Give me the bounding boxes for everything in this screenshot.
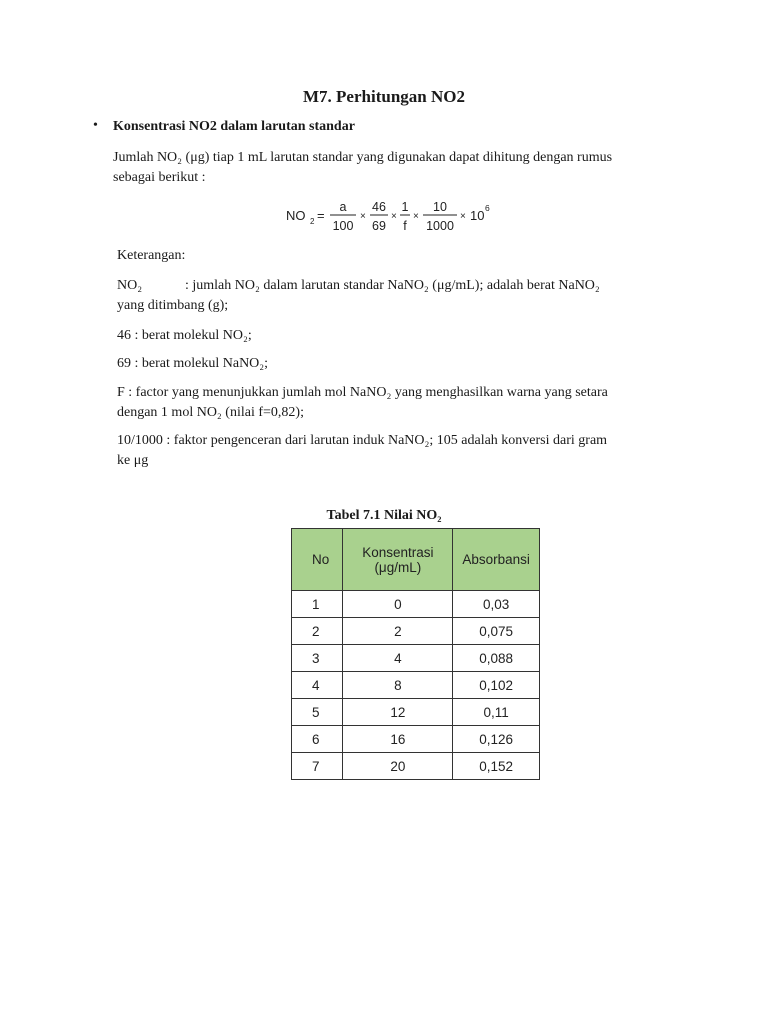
note-no2-line1: : jumlah NO₂ dalam larutan standar NaNO₂ (μg/mL); adalah berat NaNO₂ [185, 278, 600, 293]
note-no2-line2: yang ditimbang (g); [117, 298, 229, 313]
page-title: M7. Perhitungan NO2 [303, 87, 465, 106]
no2-table [291, 528, 540, 780]
table-row [292, 726, 540, 753]
intro-line-1: Jumlah NO₂ (μg) tiap 1 mL larutan standar yang digunakan dapat dihitung dengan rumus [113, 150, 613, 165]
formula-den-1: 100 [332, 219, 354, 233]
cell-konsentrasi: 12 [343, 699, 453, 726]
note-f-line2: dengan 1 mol NO₂ (nilai f=0,82); [117, 405, 304, 420]
formula-power-base: 10 [470, 208, 485, 223]
times-icon: × [460, 211, 466, 222]
formula-num-1: a [339, 200, 347, 214]
note-dilution [117, 431, 687, 471]
cell-no: 6 [292, 726, 343, 753]
cell-no: 5 [292, 699, 343, 726]
note-no2-key: NO₂ [117, 278, 143, 293]
note-69: 69 : berat molekul NaNO₂; [117, 356, 269, 371]
note-no2 [117, 276, 687, 316]
intro-line-2: sebagai berikut : [113, 170, 206, 185]
times-icon: × [413, 211, 419, 222]
times-icon: × [360, 211, 366, 222]
cell-absorbansi: 0,152 [453, 753, 540, 780]
cell-no: 1 [292, 591, 343, 618]
no2-formula [284, 195, 494, 237]
cell-konsentrasi: 0 [343, 591, 453, 618]
note-f-line1: F : factor yang menunjukkan jumlah mol NaNO₂ yang menghasilkan warna yang setara [117, 385, 608, 400]
cell-absorbansi: 0,11 [453, 699, 540, 726]
cell-konsentrasi: 4 [343, 645, 453, 672]
table-header-row [292, 529, 540, 591]
formula-num-4: 10 [433, 200, 447, 214]
cell-absorbansi: 0,088 [453, 645, 540, 672]
formula-equals: = [317, 208, 325, 223]
header-konsentrasi-line2: (μg/mL) [374, 559, 422, 575]
note-dilution-line2: ke μg [117, 453, 149, 468]
cell-no: 7 [292, 753, 343, 780]
cell-no: 2 [292, 618, 343, 645]
note-46: 46 : berat molekul NO₂; [117, 328, 252, 343]
formula-den-2: 69 [372, 219, 386, 233]
bullet-icon: • [93, 118, 98, 133]
table-row [292, 645, 540, 672]
header-konsentrasi-line1: Konsentrasi [362, 544, 434, 560]
table-caption-text: Tabel 7.1 Nilai NO₂ [326, 508, 442, 523]
formula-den-4: 1000 [426, 219, 454, 233]
cell-absorbansi: 0,126 [453, 726, 540, 753]
notes-label: Keterangan: [117, 248, 186, 263]
table-row [292, 672, 540, 699]
cell-absorbansi: 0,102 [453, 672, 540, 699]
times-icon: × [391, 211, 397, 222]
header-absorbansi: Absorbansi [453, 529, 540, 591]
header-konsentrasi [343, 529, 453, 591]
formula-lhs: NO [286, 208, 306, 223]
table-caption [0, 508, 768, 524]
section-heading: Konsentrasi NO2 dalam larutan standar [113, 119, 355, 134]
cell-no: 4 [292, 672, 343, 699]
cell-konsentrasi: 20 [343, 753, 453, 780]
table-row [292, 618, 540, 645]
formula-den-3: f [403, 219, 407, 233]
table-row [292, 591, 540, 618]
table-row [292, 753, 540, 780]
cell-absorbansi: 0,075 [453, 618, 540, 645]
cell-konsentrasi: 16 [343, 726, 453, 753]
formula-lhs-sub: 2 [310, 217, 315, 226]
formula-num-2: 46 [372, 200, 386, 214]
note-f [117, 383, 687, 423]
table-row [292, 699, 540, 726]
note-dilution-line1: 10/1000 : faktor pengenceran dari larutan induk NaNO₂; 105 adalah konversi dari gram [117, 433, 608, 448]
cell-absorbansi: 0,03 [453, 591, 540, 618]
cell-konsentrasi: 2 [343, 618, 453, 645]
cell-konsentrasi: 8 [343, 672, 453, 699]
formula-num-3: 1 [401, 200, 409, 214]
header-no: No [292, 529, 343, 591]
formula-power-exp: 6 [485, 203, 490, 213]
intro-paragraph [113, 148, 683, 188]
cell-no: 3 [292, 645, 343, 672]
